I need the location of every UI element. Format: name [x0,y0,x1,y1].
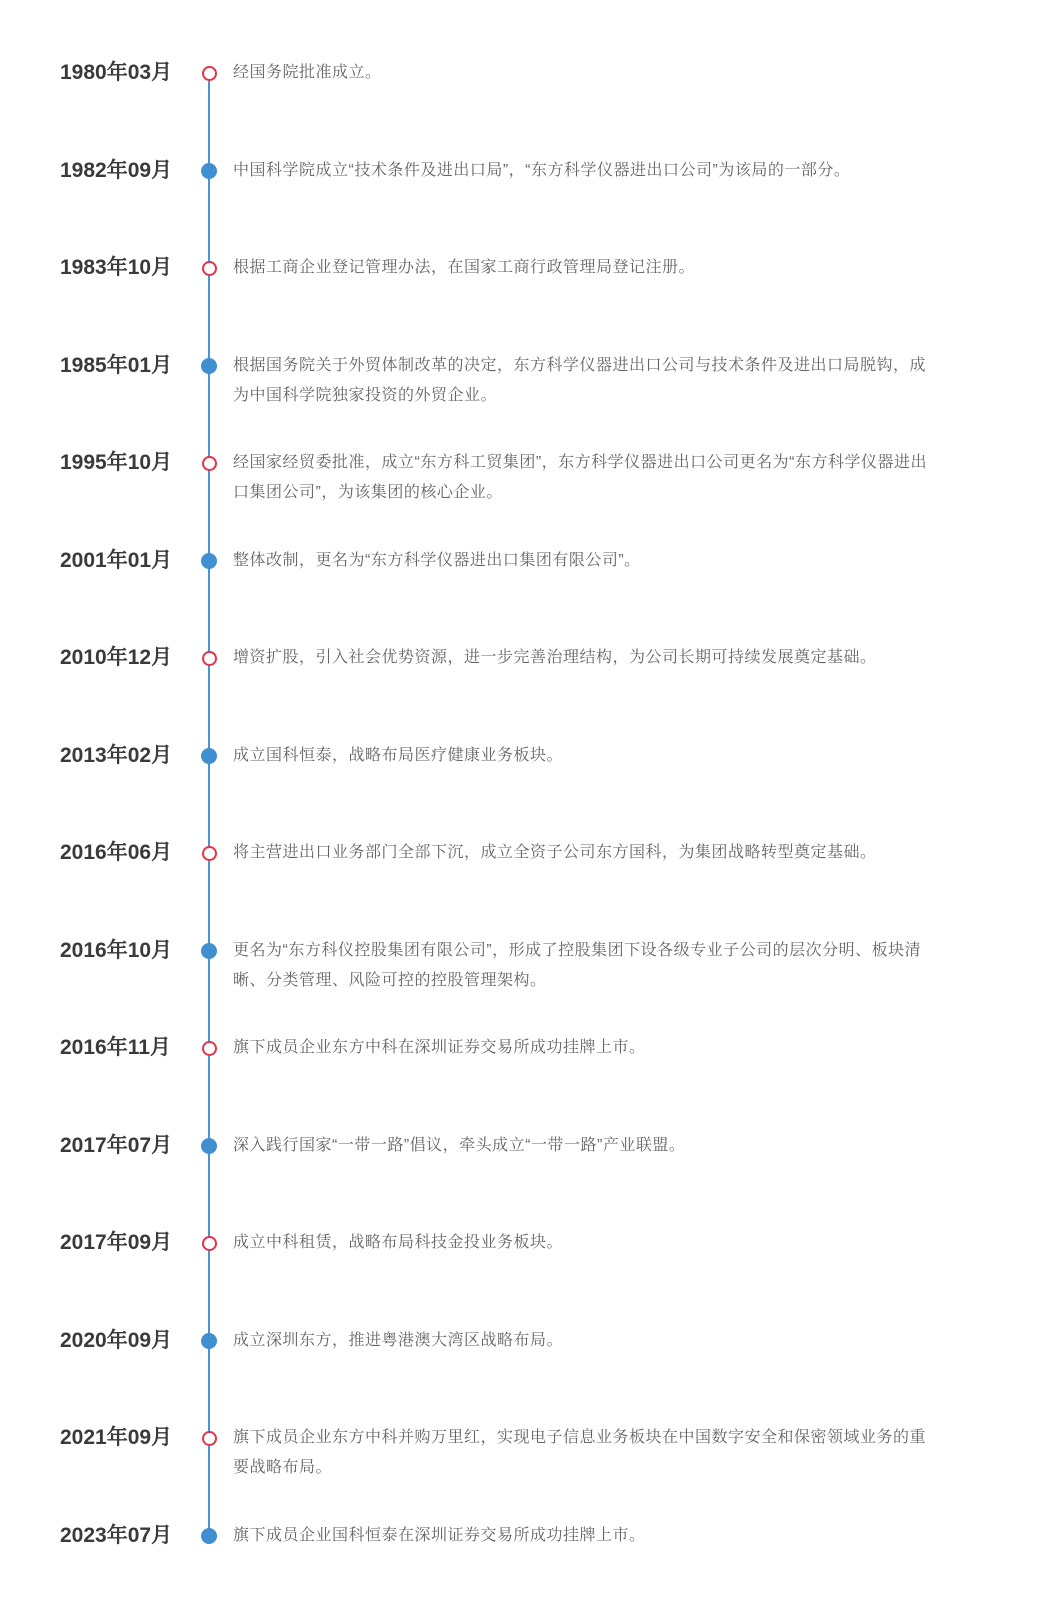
entry-date: 2023年07月 [60,1521,185,1551]
timeline-dot [201,1528,217,1544]
timeline-dot [202,1236,217,1251]
entry-marker-column [185,156,233,179]
entry-marker-column [185,643,233,666]
entry-description: 经国家经贸委批准，成立“东方科工贸集团”，东方科学仪器进出口公司更名为“东方科学仪器进出口集团公司”，为该集团的核心企业。 [233,448,927,508]
entry-marker-column [185,1033,233,1056]
timeline-dot [201,358,217,374]
entry-date: 1985年01月 [60,351,185,381]
timeline-entry [60,1228,1010,1326]
entry-description: 增资扩股，引入社会优势资源，进一步完善治理结构，为公司长期可持续发展奠定基础。 [233,643,927,673]
timeline-dot [201,553,217,569]
timeline-dot [201,748,217,764]
entry-marker-column [185,1228,233,1251]
timeline-entry [60,1423,1010,1521]
entry-marker-column [185,936,233,959]
timeline-entry [60,838,1010,936]
timeline-dot [201,163,217,179]
entry-date: 2021年09月 [60,1423,185,1453]
entry-marker-column [185,351,233,374]
timeline-entry [60,546,1010,644]
entry-date: 2020年09月 [60,1326,185,1356]
entry-description: 根据国务院关于外贸体制改革的决定，东方科学仪器进出口公司与技术条件及进出口局脱钩，成为中国科学院独家投资的外贸企业。 [233,351,927,411]
entry-description: 旗下成员企业东方中科并购万里红，实现电子信息业务板块在中国数字安全和保密领域业务的重要战略布局。 [233,1423,927,1483]
timeline-entry [60,1521,1010,1618]
entry-date: 2017年09月 [60,1228,185,1258]
entry-date: 2016年11月 [60,1033,185,1063]
timeline-entry [60,1326,1010,1424]
entry-marker-column [185,1423,233,1446]
entry-date: 2016年06月 [60,838,185,868]
entry-marker-column [185,546,233,569]
entry-description: 根据工商企业登记管理办法，在国家工商行政管理局登记注册。 [233,253,927,283]
timeline-dot [202,66,217,81]
timeline-dot [201,943,217,959]
entry-description: 成立国科恒泰，战略布局医疗健康业务板块。 [233,741,927,771]
entry-marker-column [185,253,233,276]
timeline-dot [201,1138,217,1154]
entry-date: 1995年10月 [60,448,185,478]
entry-description: 成立中科租赁，战略布局科技金投业务板块。 [233,1228,927,1258]
timeline-entry [60,643,1010,741]
timeline-entry [60,741,1010,839]
entry-date: 2001年01月 [60,546,185,576]
timeline-entry [60,156,1010,254]
entry-description: 成立深圳东方，推进粤港澳大湾区战略布局。 [233,1326,927,1356]
entry-marker-column [185,58,233,81]
entry-description: 中国科学院成立“技术条件及进出口局”，“东方科学仪器进出口公司”为该局的一部分。 [233,156,927,186]
entry-marker-column [185,1521,233,1544]
entry-date: 2017年07月 [60,1131,185,1161]
company-history-timeline [60,58,1010,1618]
timeline-entry [60,1131,1010,1229]
timeline-dot [202,1041,217,1056]
timeline-entry [60,58,1010,156]
entry-marker-column [185,741,233,764]
entry-date: 1982年09月 [60,156,185,186]
timeline-entry [60,936,1010,1034]
timeline-dot [202,651,217,666]
entry-marker-column [185,1131,233,1154]
entry-description: 整体改制，更名为“东方科学仪器进出口集团有限公司”。 [233,546,927,576]
timeline-entry [60,253,1010,351]
timeline-entries [60,58,1010,1618]
timeline-dot [202,846,217,861]
timeline-entry [60,448,1010,546]
timeline-dot [202,456,217,471]
entry-date: 1980年03月 [60,58,185,88]
entry-date: 2016年10月 [60,936,185,966]
timeline-dot [201,1333,217,1349]
entry-marker-column [185,448,233,471]
entry-description: 深入践行国家“一带一路”倡议，牵头成立“一带一路”产业联盟。 [233,1131,927,1161]
timeline-dot [202,261,217,276]
timeline-entry [60,1033,1010,1131]
entry-date: 1983年10月 [60,253,185,283]
entry-description: 将主营进出口业务部门全部下沉，成立全资子公司东方国科，为集团战略转型奠定基础。 [233,838,927,868]
entry-marker-column [185,1326,233,1349]
timeline-dot [202,1431,217,1446]
entry-description: 经国务院批准成立。 [233,58,927,88]
entry-marker-column [185,838,233,861]
entry-date: 2010年12月 [60,643,185,673]
entry-date: 2013年02月 [60,741,185,771]
entry-description: 旗下成员企业东方中科在深圳证券交易所成功挂牌上市。 [233,1033,927,1063]
entry-description: 更名为“东方科仪控股集团有限公司”，形成了控股集团下设各级专业子公司的层次分明、板块清晰、分类管理、风险可控的控股管理架构。 [233,936,927,996]
entry-description: 旗下成员企业国科恒泰在深圳证券交易所成功挂牌上市。 [233,1521,927,1551]
timeline-entry [60,351,1010,449]
